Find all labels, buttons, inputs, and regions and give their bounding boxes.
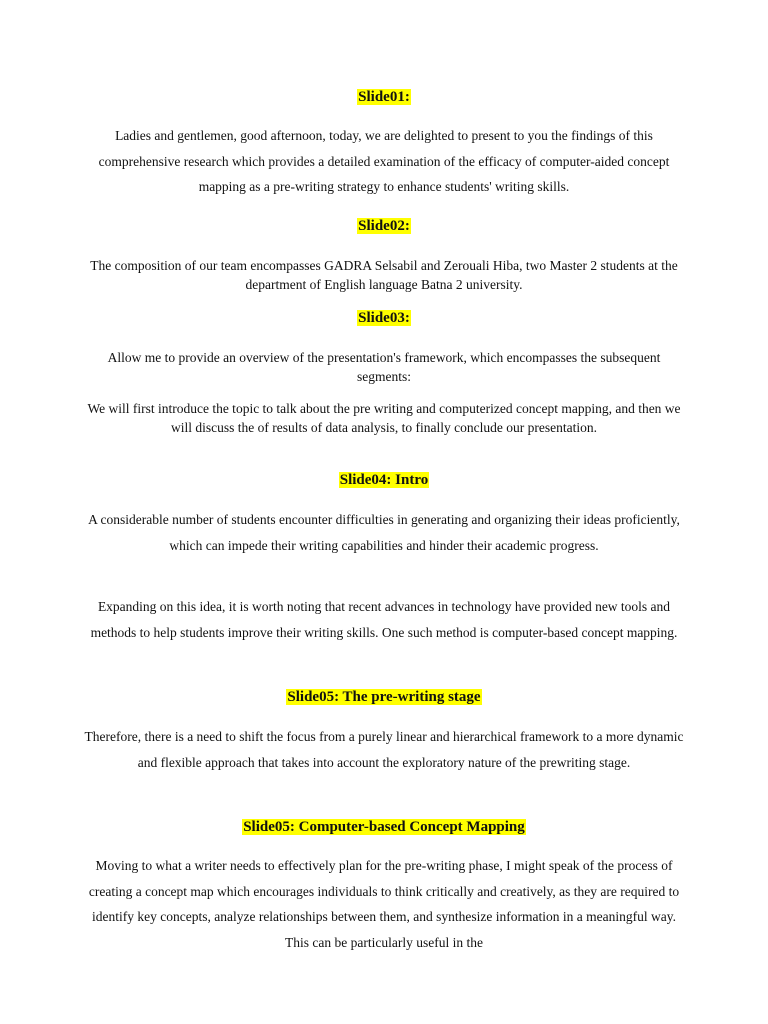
slide05-concept-mapping-heading-text: Slide05: Computer-based Concept Mapping — [243, 819, 525, 835]
slide03-heading — [0, 308, 768, 328]
slide04-paragraph-1: A considerable number of students encounter difficulties in generating and organizing their ideas proficiently, which can impede their writing capabilities and hinder their academic progress. — [88, 512, 680, 553]
slide05-concept-mapping-paragraph: Moving to what a writer needs to effectively plan for the pre-writing phase, I might speak of the process of creating a concept map which encourages individuals to think critically and creatively, as they are required to identify key concepts, analyze relationships between them, and synthesize information in a meaningful way. This can be particularly useful in the — [88, 858, 680, 950]
slide05-prewriting-heading — [0, 687, 768, 707]
slide04-heading — [0, 470, 768, 490]
slide01-paragraph: Ladies and gentlemen, good afternoon, today, we are delighted to present to you the findings of this comprehensive research which provides a detailed examination of the efficacy of computer-aided concept mapping as a pre-writing strategy to enhance students' writing skills. — [98, 128, 670, 194]
slide03-paragraph-1: Allow me to provide an overview of the presentation's framework, which encompasses the subsequent segments: — [107, 350, 661, 384]
slide02-paragraph: The composition of our team encompasses GADRA Selsabil and Zerouali Hiba, two Master 2 students at the department of English language Batna 2 university. — [90, 258, 678, 292]
slide05-prewriting-heading-text: Slide05: The pre-writing stage — [287, 689, 481, 705]
slide02-heading — [0, 216, 768, 236]
slide01-heading-text: Slide01: — [358, 89, 410, 105]
slide02-heading-text: Slide02: — [358, 218, 410, 234]
slide05-concept-mapping-heading — [0, 817, 768, 837]
slide05-prewriting-paragraph: Therefore, there is a need to shift the focus from a purely linear and hierarchical framework to a more dynamic and flexible approach that takes into account the exploratory nature of the prewriting stage. — [84, 729, 684, 770]
slide04-heading-text: Slide04: Intro — [339, 472, 429, 488]
slide03-paragraph-2: We will first introduce the topic to talk about the pre writing and computerized concept mapping, and then we will discuss the of results of data analysis, to finally conclude our presentation. — [87, 401, 681, 435]
slide04-paragraph-2: Expanding on this idea, it is worth noting that recent advances in technology have provided new tools and methods to help students improve their writing skills. One such method is computer-based concept mapping. — [90, 599, 678, 640]
slide03-heading-text: Slide03: — [358, 310, 410, 326]
slide01-heading — [0, 87, 768, 107]
